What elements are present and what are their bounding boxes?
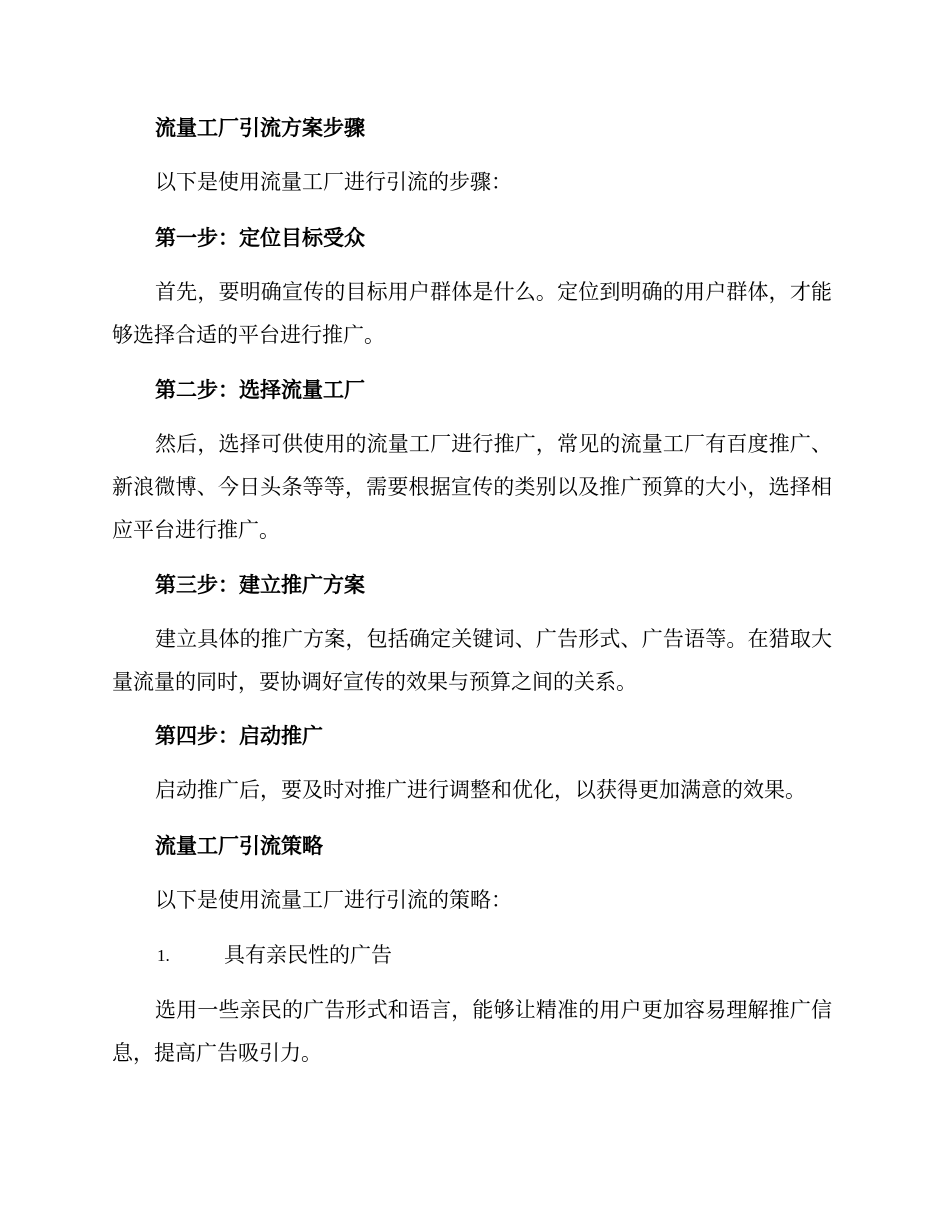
- step1-body: 首先，要明确宣传的目标用户群体是什么。定位到明确的用户群体，才能够选择合适的平台进行推广。: [112, 280, 832, 347]
- section-title-steps: 流量工厂引流方案步骤: [155, 115, 365, 140]
- step3-body: 建立具体的推广方案，包括确定关键词、广告形式、广告语等。在猎取大量流量的同时，要协调好宣传的效果与预算之间的关系。: [112, 627, 832, 694]
- list-item-title: 具有亲民性的广告: [224, 943, 392, 967]
- list-item-body: 选用一些亲民的广告形式和语言，能够让精准的用户更加容易理解推广信息，提高广告吸引力。: [112, 998, 832, 1065]
- step2-body: 然后，选择可供使用的流量工厂进行推广，常见的流量工厂有百度推广、新浪微博、今日头条等等，需要根据宣传的类别以及推广预算的大小，选择相应平台进行推广。: [112, 432, 832, 542]
- step3-title: 第三步：建立推广方案: [155, 572, 365, 597]
- section-intro-steps: 以下是使用流量工厂进行引流的步骤：: [155, 170, 512, 194]
- step4-body: 启动推广后，要及时对推广进行调整和优化，以获得更加满意的效果。: [155, 778, 806, 802]
- list-item-number: 1.: [157, 946, 170, 965]
- step4-title: 第四步：启动推广: [155, 723, 323, 748]
- list-item: [112, 934, 832, 977]
- section-title-strategy: 流量工厂引流策略: [155, 833, 323, 858]
- step2-title: 第二步：选择流量工厂: [155, 377, 365, 402]
- step1-title: 第一步：定位目标受众: [155, 225, 365, 250]
- section-intro-strategy: 以下是使用流量工厂进行引流的策略：: [155, 888, 512, 912]
